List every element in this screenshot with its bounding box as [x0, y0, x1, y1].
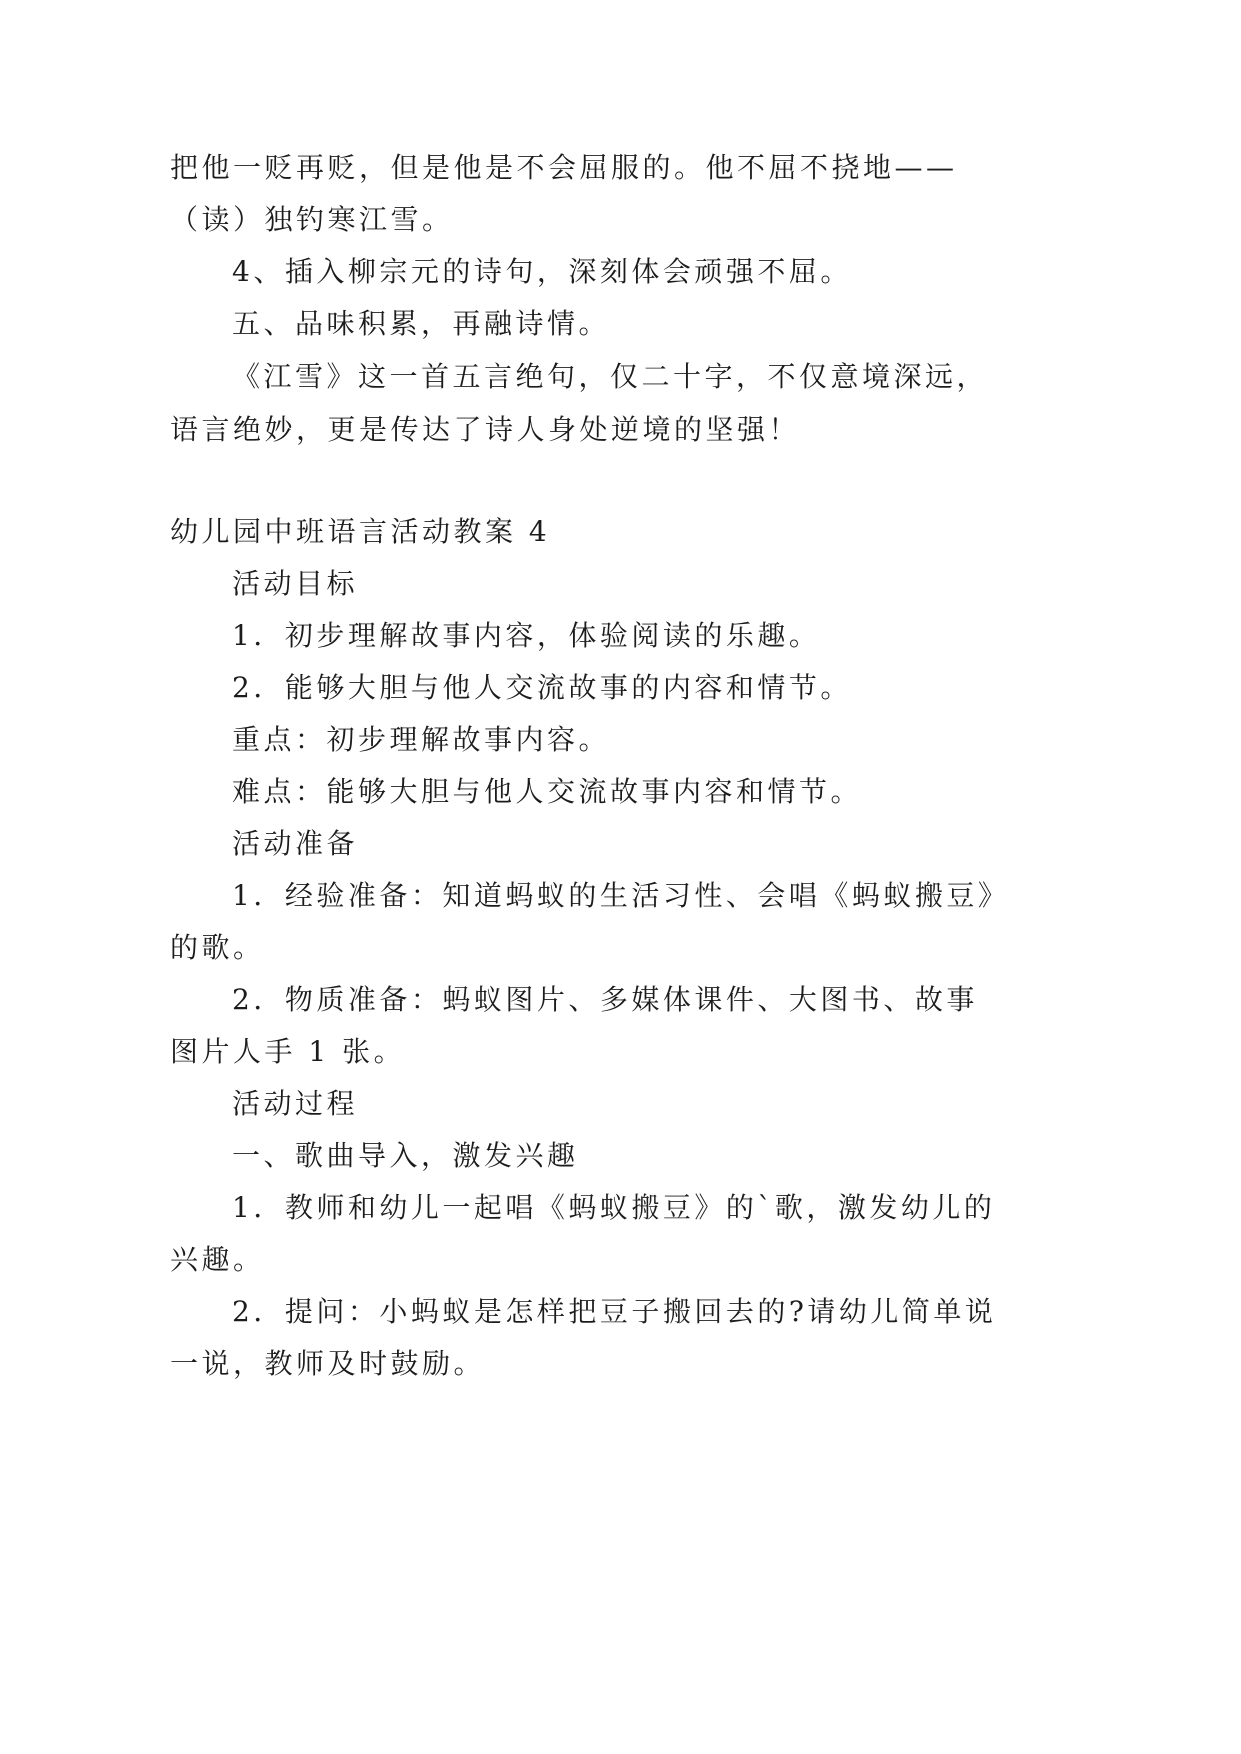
- subsection-heading: 一、歌曲导入，激发兴趣: [232, 1139, 579, 1172]
- list-item-continuation: 兴趣。: [170, 1243, 265, 1276]
- section-heading: 活动准备: [232, 827, 359, 860]
- list-item: 1．初步理解故事内容，体验阅读的乐趣。: [232, 619, 821, 652]
- difficulty-point: 难点：能够大胆与他人交流故事内容和情节。: [232, 775, 863, 808]
- section-heading: 五、品味积累，再融诗情。: [232, 307, 611, 340]
- list-item: 1．经验准备：知道蚂蚁的生活习性、会唱《蚂蚁搬豆》: [232, 879, 1010, 912]
- list-item: 2．物质准备：蚂蚁图片、多媒体课件、大图书、故事: [232, 983, 978, 1016]
- list-item-continuation: 一说，教师及时鼓励。: [170, 1347, 486, 1380]
- section-heading: 活动过程: [232, 1087, 359, 1120]
- list-item: 2．能够大胆与他人交流故事的内容和情节。: [232, 671, 852, 704]
- paragraph-line: 《江雪》这一首五言绝句，仅二十字，不仅意境深远，: [232, 360, 989, 393]
- paragraph-line: 语言绝妙，更是传达了诗人身处逆境的坚强！: [170, 413, 801, 446]
- section-heading: 活动目标: [232, 567, 359, 600]
- key-point: 重点：初步理解故事内容。: [232, 723, 611, 756]
- paragraph-line: （读）独钓寒江雪。: [170, 203, 454, 236]
- paragraph-line: 4、插入柳宗元的诗句，深刻体会顽强不屈。: [232, 255, 852, 288]
- document-title: 幼儿园中班语言活动教案 4: [170, 515, 551, 548]
- list-item: 2．提问：小蚂蚁是怎样把豆子搬回去的?请幼儿简单说: [232, 1295, 997, 1328]
- list-item: 1．教师和幼儿一起唱《蚂蚁搬豆》的`歌，激发幼儿的: [232, 1191, 996, 1224]
- paragraph-line: 把他一贬再贬，但是他是不会屈服的。他不屈不挠地——: [170, 151, 958, 184]
- list-item-continuation: 的歌。: [170, 931, 265, 964]
- list-item-continuation: 图片人手 1 张。: [170, 1035, 406, 1068]
